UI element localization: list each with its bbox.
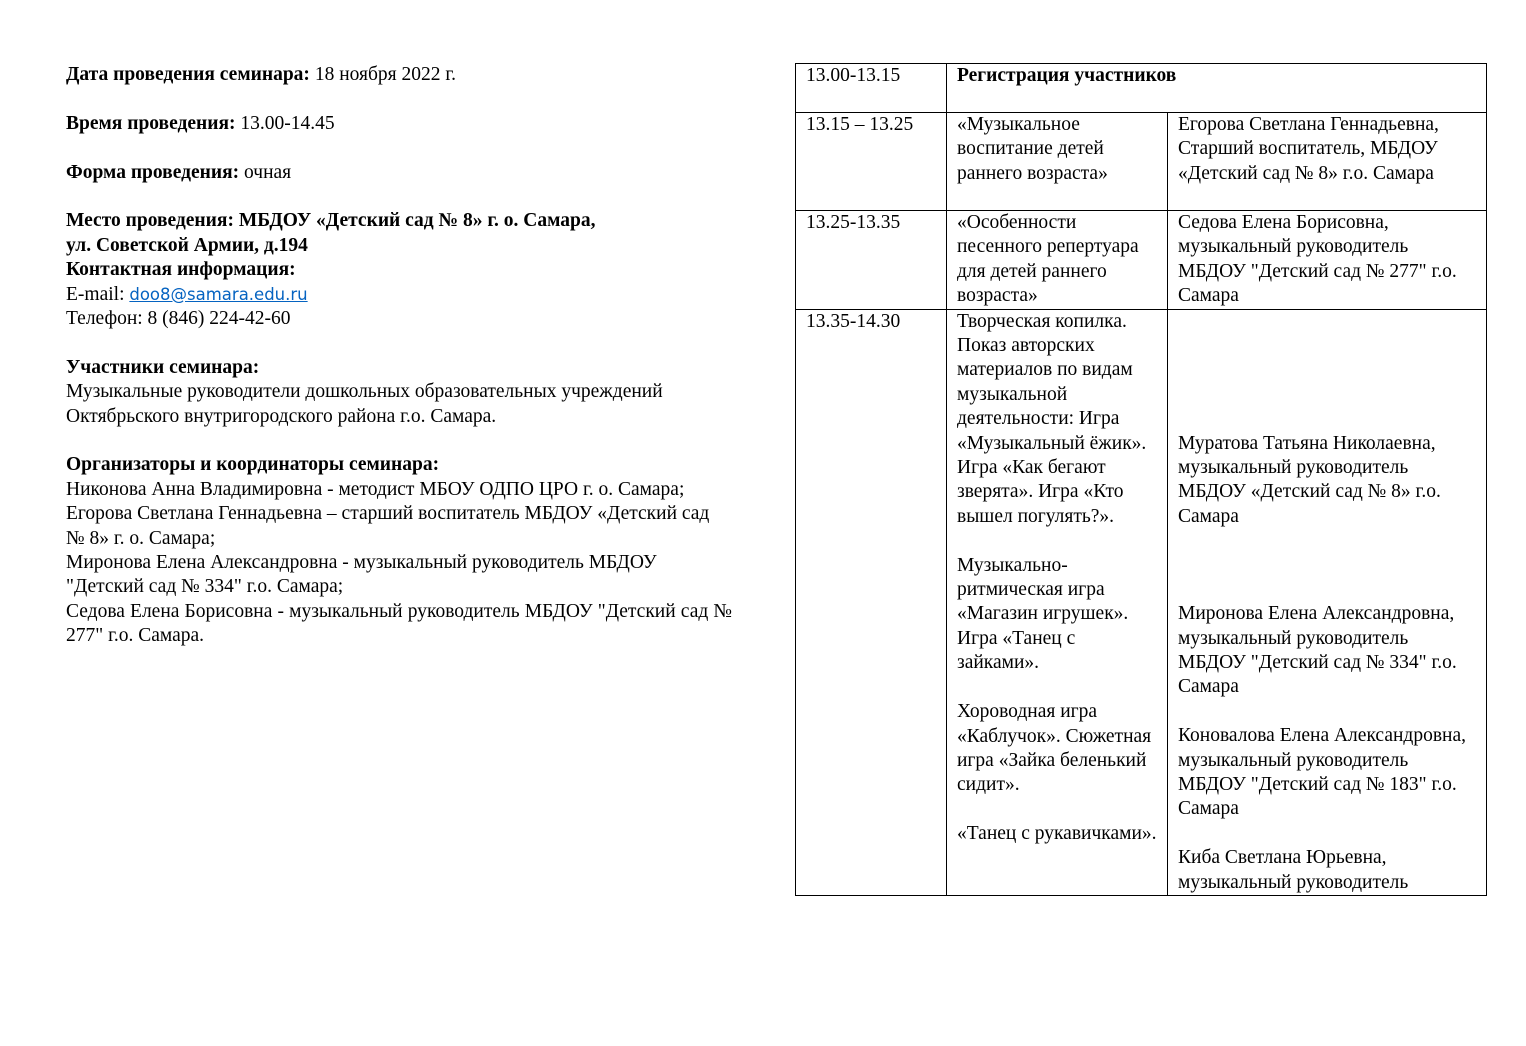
form-line bbox=[66, 161, 732, 185]
schedule-table bbox=[795, 63, 1487, 896]
participants-label: Участники семинара: bbox=[66, 356, 260, 378]
participants-text: Музыкальные руководители дошкольных образовательных учреждений Октябрьского внутригородского района г.о. Самара. bbox=[66, 381, 663, 427]
time-cell: 13.00-13.15 bbox=[796, 64, 947, 113]
topic-block: Творческая копилка. Показ авторских материалов по видам музыкальной деятельности: Игра «Музыкальный ёжик». Игра «Как бегают зверята». Игра «Кто вышел погулять?». bbox=[957, 310, 1147, 527]
form-value: очная bbox=[239, 161, 292, 183]
seminar-info bbox=[66, 63, 732, 649]
email-label: E-mail: bbox=[66, 283, 130, 305]
phone-line: Телефон: 8 (846) 224-42-60 bbox=[66, 308, 291, 330]
date-value: 18 ноября 2022 г. bbox=[309, 64, 457, 85]
time-cell: 13.25-13.35 bbox=[796, 211, 947, 310]
date-line bbox=[66, 63, 732, 87]
contact-label: Контактная информация: bbox=[66, 259, 296, 281]
time-label: Время проведения: bbox=[66, 112, 236, 134]
topic-block: «Танец с рукавичками». bbox=[957, 823, 1157, 845]
organizer-item: Никонова Анна Владимировна - методист МБОУ ОДПО ЦРО г. о. Самара; bbox=[66, 478, 685, 500]
time-cell: 13.15 – 13.25 bbox=[796, 113, 947, 211]
form-label: Форма проведения: bbox=[66, 161, 240, 183]
time-value: 13.00-14.45 bbox=[235, 112, 335, 134]
organizer-item: Седова Елена Борисовна - музыкальный руководитель МБДОУ "Детский сад № 277" г.о. Самара. bbox=[66, 600, 732, 647]
email-line bbox=[66, 283, 732, 307]
topic-block: Музыкально-ритмическая игра «Магазин игрушек». Игра «Танец с зайками». bbox=[957, 554, 1129, 674]
title-cell: Регистрация участников bbox=[947, 64, 1487, 113]
table-row bbox=[796, 309, 1487, 895]
topic-cell: «Музыкальное воспитание детей раннего возраста» bbox=[947, 113, 1168, 211]
speaker-block: Муратова Татьяна Николаевна, музыкальный руководитель МБДОУ «Детский сад № 8» г.о. Самара bbox=[1178, 432, 1441, 527]
table-row bbox=[796, 64, 1487, 113]
organizer-item: Миронова Елена Александровна - музыкальный руководитель МБДОУ "Детский сад № 334" г.о. Самара; bbox=[66, 552, 657, 598]
table-row bbox=[796, 211, 1487, 310]
speaker-cell bbox=[1168, 309, 1487, 895]
topic-block: Хороводная игра «Каблучок». Сюжетная игра «Зайка беленький сидит». bbox=[957, 701, 1152, 796]
email-link[interactable]: doo8@samara.edu.ru bbox=[129, 284, 308, 304]
time-line bbox=[66, 112, 732, 136]
speaker-cell: Седова Елена Борисовна, музыкальный руководитель МБДОУ "Детский сад № 277" г.о. Самара bbox=[1168, 211, 1487, 310]
organizer-item: Егорова Светлана Геннадьевна – старший воспитатель МБДОУ «Детский сад № 8» г. о. Самара; bbox=[66, 503, 710, 549]
date-label: Дата проведения семинара: bbox=[66, 64, 310, 85]
speaker-block: Коновалова Елена Александровна, музыкальный руководитель МБДОУ "Детский сад № 183" г.о. Самара bbox=[1178, 725, 1467, 820]
place-line-1: Место проведения: МБДОУ «Детский сад № 8» г. о. Самара, bbox=[66, 210, 596, 232]
speaker-block: Миронова Елена Александровна, музыкальный руководитель МБДОУ "Детский сад № 334" г.о. Самара bbox=[1178, 603, 1457, 698]
topic-cell: «Особенности песенного репертуара для детей раннего возраста» bbox=[947, 211, 1168, 310]
table-row bbox=[796, 113, 1487, 211]
time-cell: 13.35-14.30 bbox=[796, 309, 947, 895]
place-line-2: ул. Советской Армии, д.194 bbox=[66, 234, 308, 256]
speaker-cell: Егорова Светлана Геннадьевна, Старший воспитатель, МБДОУ «Детский сад № 8» г.о. Самара bbox=[1168, 113, 1487, 211]
speaker-block: Киба Светлана Юрьевна, музыкальный руководитель bbox=[1178, 847, 1409, 893]
organizers-label: Организаторы и координаторы семинара: bbox=[66, 454, 440, 476]
topic-cell bbox=[947, 309, 1168, 895]
